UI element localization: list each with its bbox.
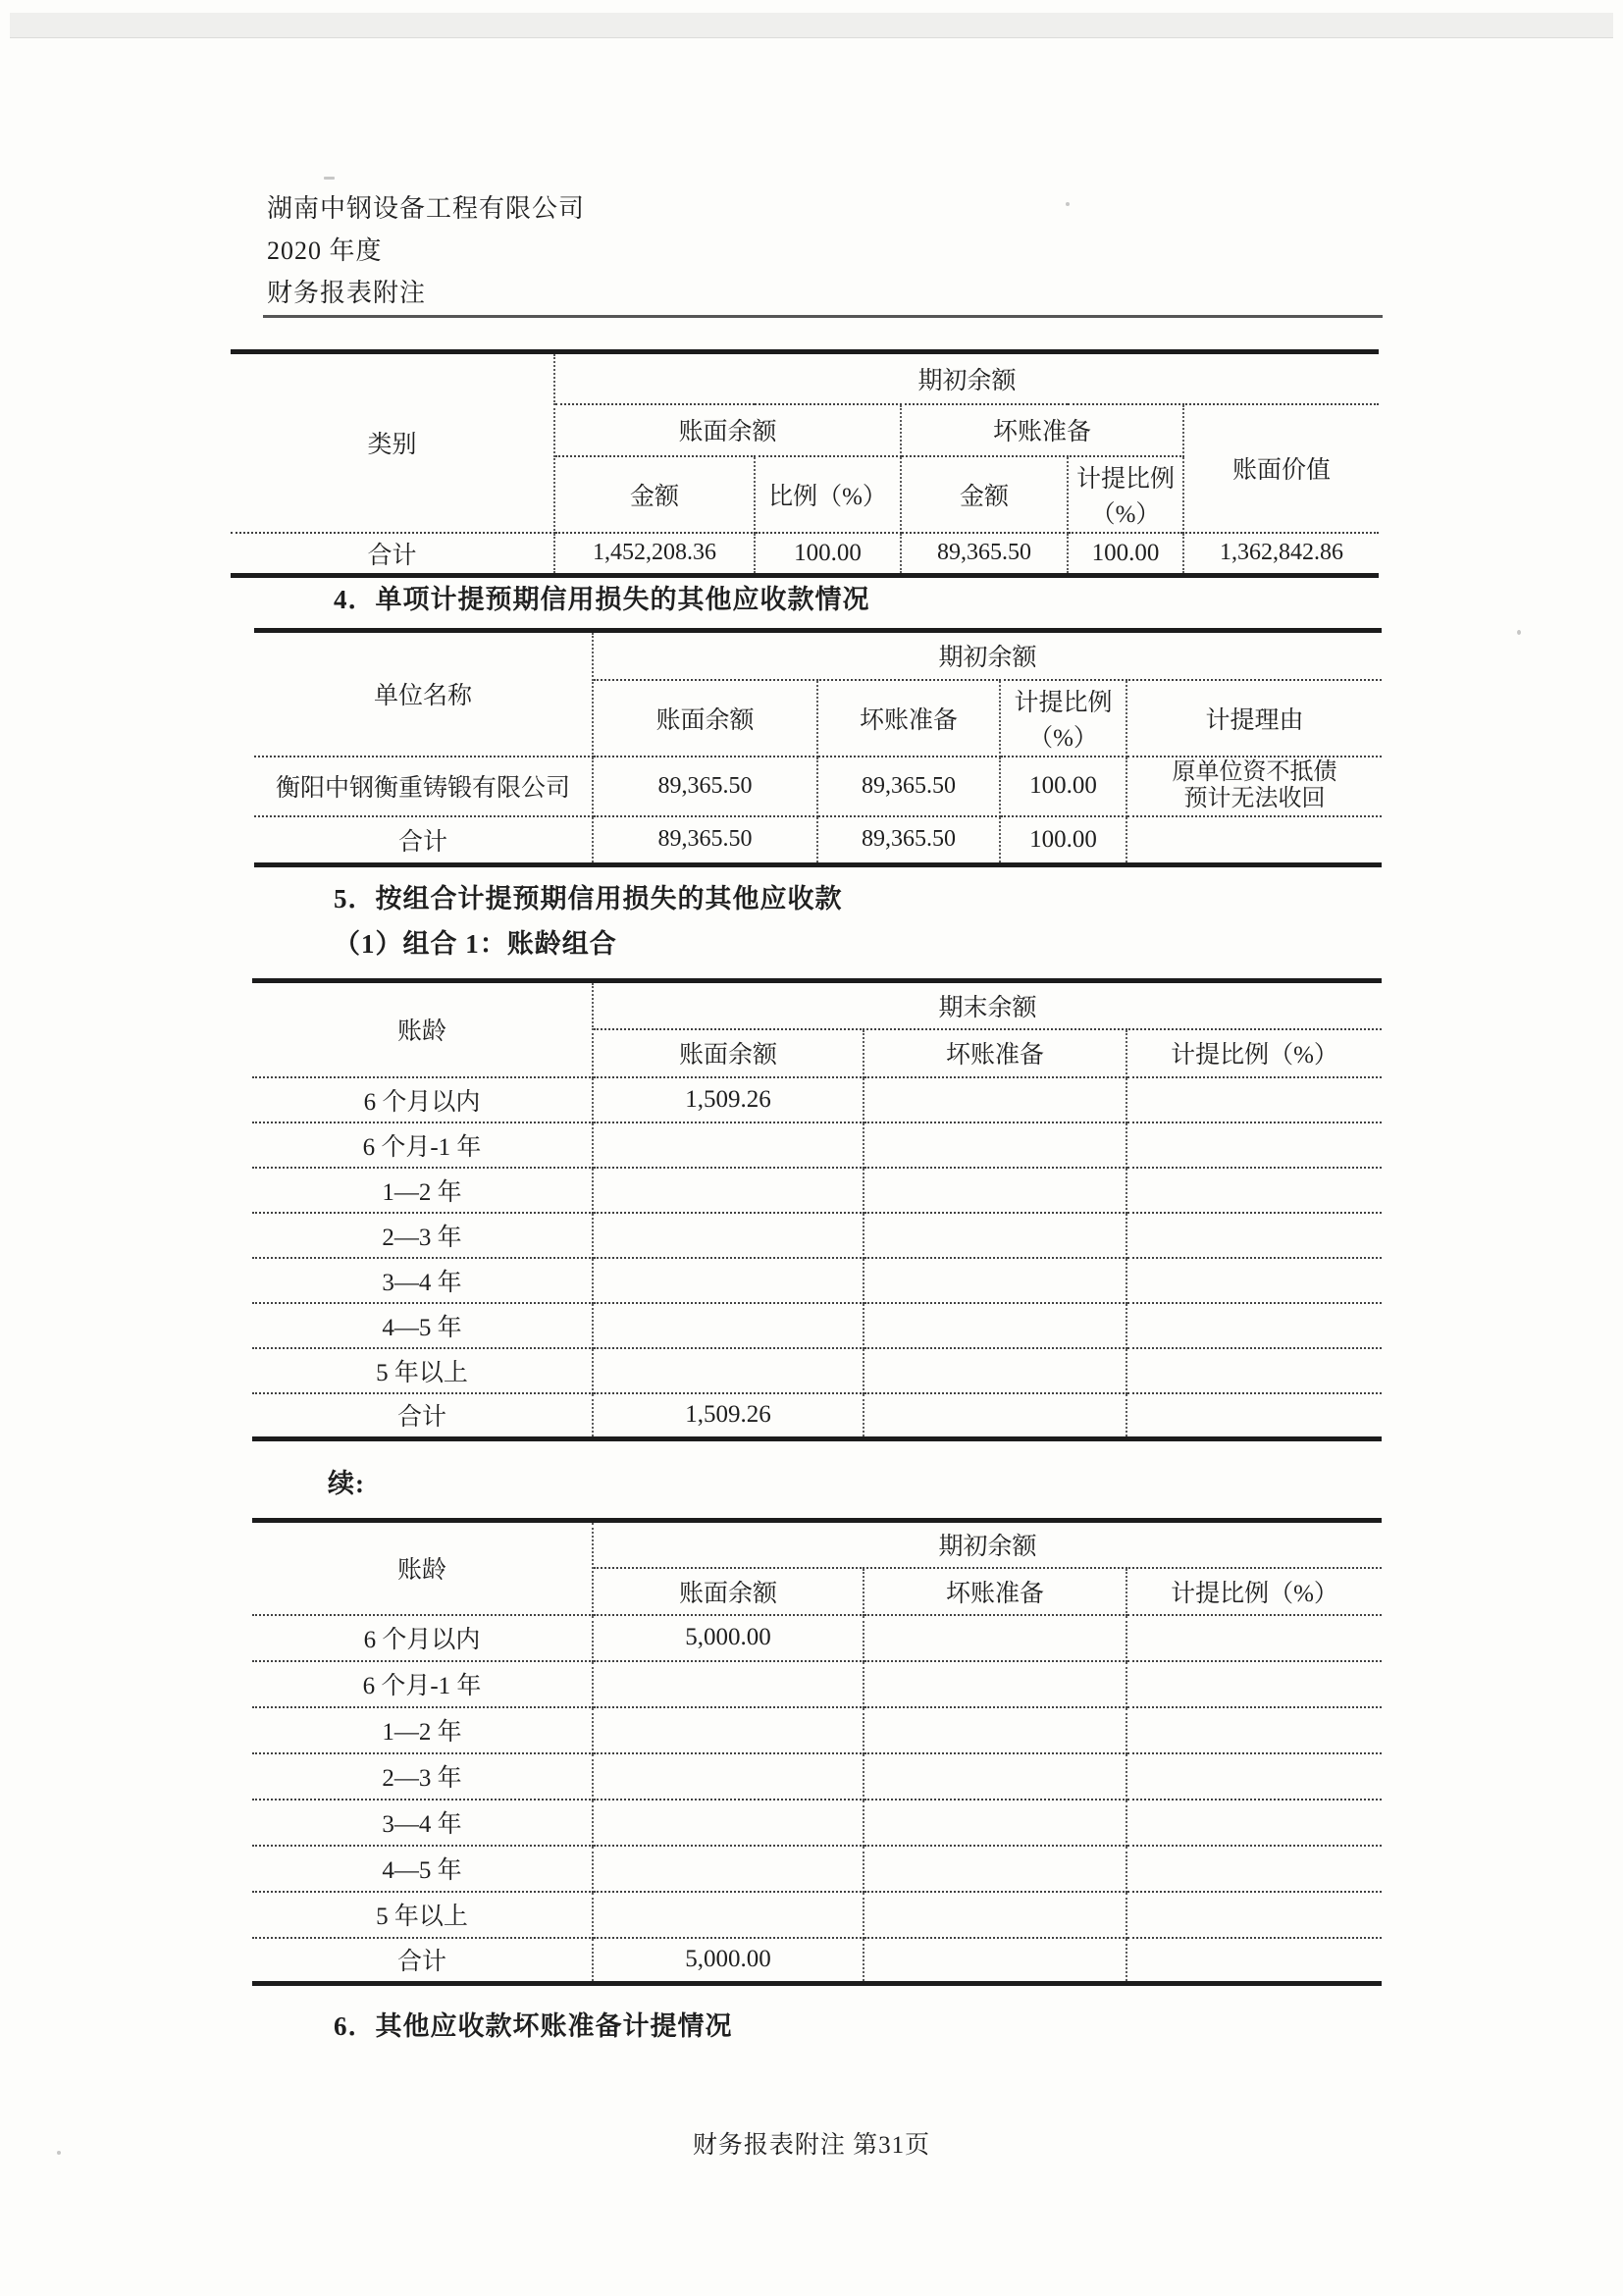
t3-book-balance — [593, 1168, 864, 1213]
t1-header-category: 类别 — [231, 352, 554, 533]
t4-book-balance — [593, 1753, 864, 1800]
t1-header-provision-ratio: 计提比例（%） — [1068, 456, 1183, 533]
t1-header-ratio: 比例（%） — [755, 456, 901, 533]
t2-total-label: 合计 — [254, 816, 593, 865]
t3-aging-label: 6 个月-1 年 — [252, 1122, 593, 1168]
t3-book-balance: 1,509.26 — [593, 1077, 864, 1122]
reason-line-1: 原单位资不抵债 — [1172, 759, 1337, 785]
t3-aging-label: 4—5 年 — [252, 1303, 593, 1348]
table-row — [231, 533, 1379, 576]
t4-header-bad-debt-provision: 坏账准备 — [864, 1568, 1126, 1615]
table-row — [252, 1707, 1382, 1753]
t4-ratio — [1126, 1753, 1382, 1800]
t3-bad-debt — [864, 1303, 1126, 1348]
t3-book-balance — [593, 1258, 864, 1303]
table-row — [252, 1393, 1382, 1439]
table-row — [252, 1077, 1382, 1122]
t1-header-amount: 金额 — [554, 456, 755, 533]
t4-book-balance — [593, 1661, 864, 1707]
t1-total-bad-debt-amount: 89,365.50 — [901, 533, 1068, 576]
table-row — [252, 1615, 1382, 1661]
t4-ratio — [1126, 1615, 1382, 1661]
t4-header-aging: 账龄 — [252, 1521, 593, 1615]
table-row — [252, 1168, 1382, 1213]
t4-ratio — [1126, 1846, 1382, 1892]
t2-total-reason-empty — [1126, 816, 1382, 865]
t3-bad-debt — [864, 1168, 1126, 1213]
table-row — [254, 757, 1382, 816]
t3-total-ratio — [1126, 1393, 1382, 1439]
section-6-title: 6．其他应收款坏账准备计提情况 — [334, 2011, 733, 2041]
t3-ratio — [1126, 1122, 1382, 1168]
t3-total-book-balance: 1,509.26 — [593, 1393, 864, 1439]
t4-book-balance — [593, 1800, 864, 1846]
t3-aging-label: 3—4 年 — [252, 1258, 593, 1303]
table-row — [252, 1892, 1382, 1938]
t4-ratio — [1126, 1661, 1382, 1707]
aging-closing-balance-table — [252, 978, 1382, 1441]
t3-header-provision-ratio: 计提比例（%） — [1126, 1029, 1382, 1077]
t2-header-bad-debt-provision: 坏账准备 — [817, 680, 1000, 757]
table-row — [252, 1753, 1382, 1800]
t3-book-balance — [593, 1122, 864, 1168]
t2-header-provision-ratio: 计提比例（%） — [1000, 680, 1126, 757]
t3-ratio — [1126, 1303, 1382, 1348]
header-divider — [263, 315, 1383, 318]
t2-row-reason — [1126, 757, 1382, 816]
t3-header-aging: 账龄 — [252, 981, 593, 1077]
t4-book-balance — [593, 1892, 864, 1938]
t1-total-book-balance-amount: 1,452,208.36 — [554, 533, 755, 576]
t4-bad-debt — [864, 1661, 1126, 1707]
t4-bad-debt — [864, 1753, 1126, 1800]
t1-header-bad-debt-provision: 坏账准备 — [901, 404, 1183, 456]
t4-total-bad-debt — [864, 1938, 1126, 1984]
t4-book-balance: 5,000.00 — [593, 1615, 864, 1661]
document-header — [267, 187, 585, 314]
individual-provision-table — [254, 628, 1382, 867]
scan-edge-band — [10, 13, 1613, 38]
table-row — [252, 1258, 1382, 1303]
t3-ratio — [1126, 1213, 1382, 1258]
t3-ratio — [1126, 1077, 1382, 1122]
table-row — [252, 1661, 1382, 1707]
section-5-title: 5．按组合计提预期信用损失的其他应收款 — [334, 884, 843, 913]
t3-bad-debt — [864, 1077, 1126, 1122]
t1-total-label: 合计 — [231, 533, 554, 576]
t2-header-reason: 计提理由 — [1126, 680, 1382, 757]
t2-header-opening-balance: 期初余额 — [593, 631, 1382, 680]
t1-total-book-value: 1,362,842.86 — [1183, 533, 1379, 576]
t4-total-label: 合计 — [252, 1938, 593, 1984]
t3-bad-debt — [864, 1213, 1126, 1258]
t4-bad-debt — [864, 1707, 1126, 1753]
t3-total-bad-debt — [864, 1393, 1126, 1439]
t4-ratio — [1126, 1892, 1382, 1938]
table-row — [252, 1846, 1382, 1892]
t3-aging-label: 2—3 年 — [252, 1213, 593, 1258]
t3-bad-debt — [864, 1258, 1126, 1303]
t4-header-opening-balance: 期初余额 — [593, 1521, 1382, 1568]
t4-aging-label: 4—5 年 — [252, 1846, 593, 1892]
t3-ratio — [1126, 1258, 1382, 1303]
opening-balance-summary-table — [231, 349, 1379, 578]
t4-ratio — [1126, 1707, 1382, 1753]
table-row — [252, 1213, 1382, 1258]
t3-book-balance — [593, 1213, 864, 1258]
t2-row-ratio: 100.00 — [1000, 757, 1126, 816]
t3-bad-debt — [864, 1348, 1126, 1393]
t4-aging-label: 2—3 年 — [252, 1753, 593, 1800]
table-row — [252, 1800, 1382, 1846]
t4-book-balance — [593, 1846, 864, 1892]
fiscal-year: 2020 年度 — [267, 236, 383, 265]
section-5-subtitle: （1）组合 1：账龄组合 — [334, 929, 617, 959]
scan-speck — [1517, 630, 1521, 635]
t3-bad-debt — [864, 1122, 1126, 1168]
t2-total-book-balance: 89,365.50 — [593, 816, 817, 865]
t3-aging-label: 5 年以上 — [252, 1348, 593, 1393]
t2-row-bad-debt: 89,365.50 — [817, 757, 1000, 816]
t2-header-unit-name: 单位名称 — [254, 631, 593, 757]
t1-total-provision-ratio: 100.00 — [1068, 533, 1183, 576]
table-row — [252, 1938, 1382, 1984]
aging-opening-balance-table — [252, 1518, 1382, 1986]
t4-aging-label: 3—4 年 — [252, 1800, 593, 1846]
table-row — [252, 1348, 1382, 1393]
t4-total-ratio — [1126, 1938, 1382, 1984]
t4-ratio — [1126, 1800, 1382, 1846]
t1-header-amount2: 金额 — [901, 456, 1068, 533]
t4-aging-label: 1—2 年 — [252, 1707, 593, 1753]
t1-header-book-balance: 账面余额 — [554, 404, 901, 456]
t3-book-balance — [593, 1303, 864, 1348]
table-row — [252, 1122, 1382, 1168]
t4-aging-label: 6 个月-1 年 — [252, 1661, 593, 1707]
t1-header-book-value: 账面价值 — [1183, 404, 1379, 533]
t3-header-book-balance: 账面余额 — [593, 1029, 864, 1077]
scan-speck — [324, 177, 335, 180]
t3-total-label: 合计 — [252, 1393, 593, 1439]
t3-header-closing-balance: 期末余额 — [593, 981, 1382, 1029]
table-row — [252, 1303, 1382, 1348]
page-footer: 财务报表附注 第31页 — [692, 2132, 931, 2159]
t4-aging-label: 5 年以上 — [252, 1892, 593, 1938]
t4-aging-label: 6 个月以内 — [252, 1615, 593, 1661]
t3-ratio — [1126, 1348, 1382, 1393]
t2-total-ratio: 100.00 — [1000, 816, 1126, 865]
t2-header-book-balance: 账面余额 — [593, 680, 817, 757]
t3-aging-label: 6 个月以内 — [252, 1077, 593, 1122]
company-name: 湖南中钢设备工程有限公司 — [267, 194, 586, 223]
continued-label: 续: — [328, 1469, 365, 1498]
document-type: 财务报表附注 — [267, 279, 427, 307]
t3-book-balance — [593, 1348, 864, 1393]
t4-total-book-balance: 5,000.00 — [593, 1938, 864, 1984]
section-4-title: 4．单项计提预期信用损失的其他应收款情况 — [334, 585, 870, 614]
t3-aging-label: 1—2 年 — [252, 1168, 593, 1213]
t4-bad-debt — [864, 1615, 1126, 1661]
t3-ratio — [1126, 1168, 1382, 1213]
t3-header-bad-debt-provision: 坏账准备 — [864, 1029, 1126, 1077]
scan-speck — [1066, 202, 1070, 206]
t2-row-unit: 衡阳中钢衡重铸锻有限公司 — [254, 757, 593, 816]
t1-total-book-balance-ratio: 100.00 — [755, 533, 901, 576]
t4-header-provision-ratio: 计提比例（%） — [1126, 1568, 1382, 1615]
t4-header-book-balance: 账面余额 — [593, 1568, 864, 1615]
reason-line-2: 预计无法收回 — [1183, 786, 1326, 811]
t4-bad-debt — [864, 1892, 1126, 1938]
t4-bad-debt — [864, 1846, 1126, 1892]
t1-header-opening-balance: 期初余额 — [554, 352, 1379, 404]
table-row — [254, 816, 1382, 865]
t4-book-balance — [593, 1707, 864, 1753]
t2-row-book-balance: 89,365.50 — [593, 757, 817, 816]
t2-total-bad-debt: 89,365.50 — [817, 816, 1000, 865]
t4-bad-debt — [864, 1800, 1126, 1846]
